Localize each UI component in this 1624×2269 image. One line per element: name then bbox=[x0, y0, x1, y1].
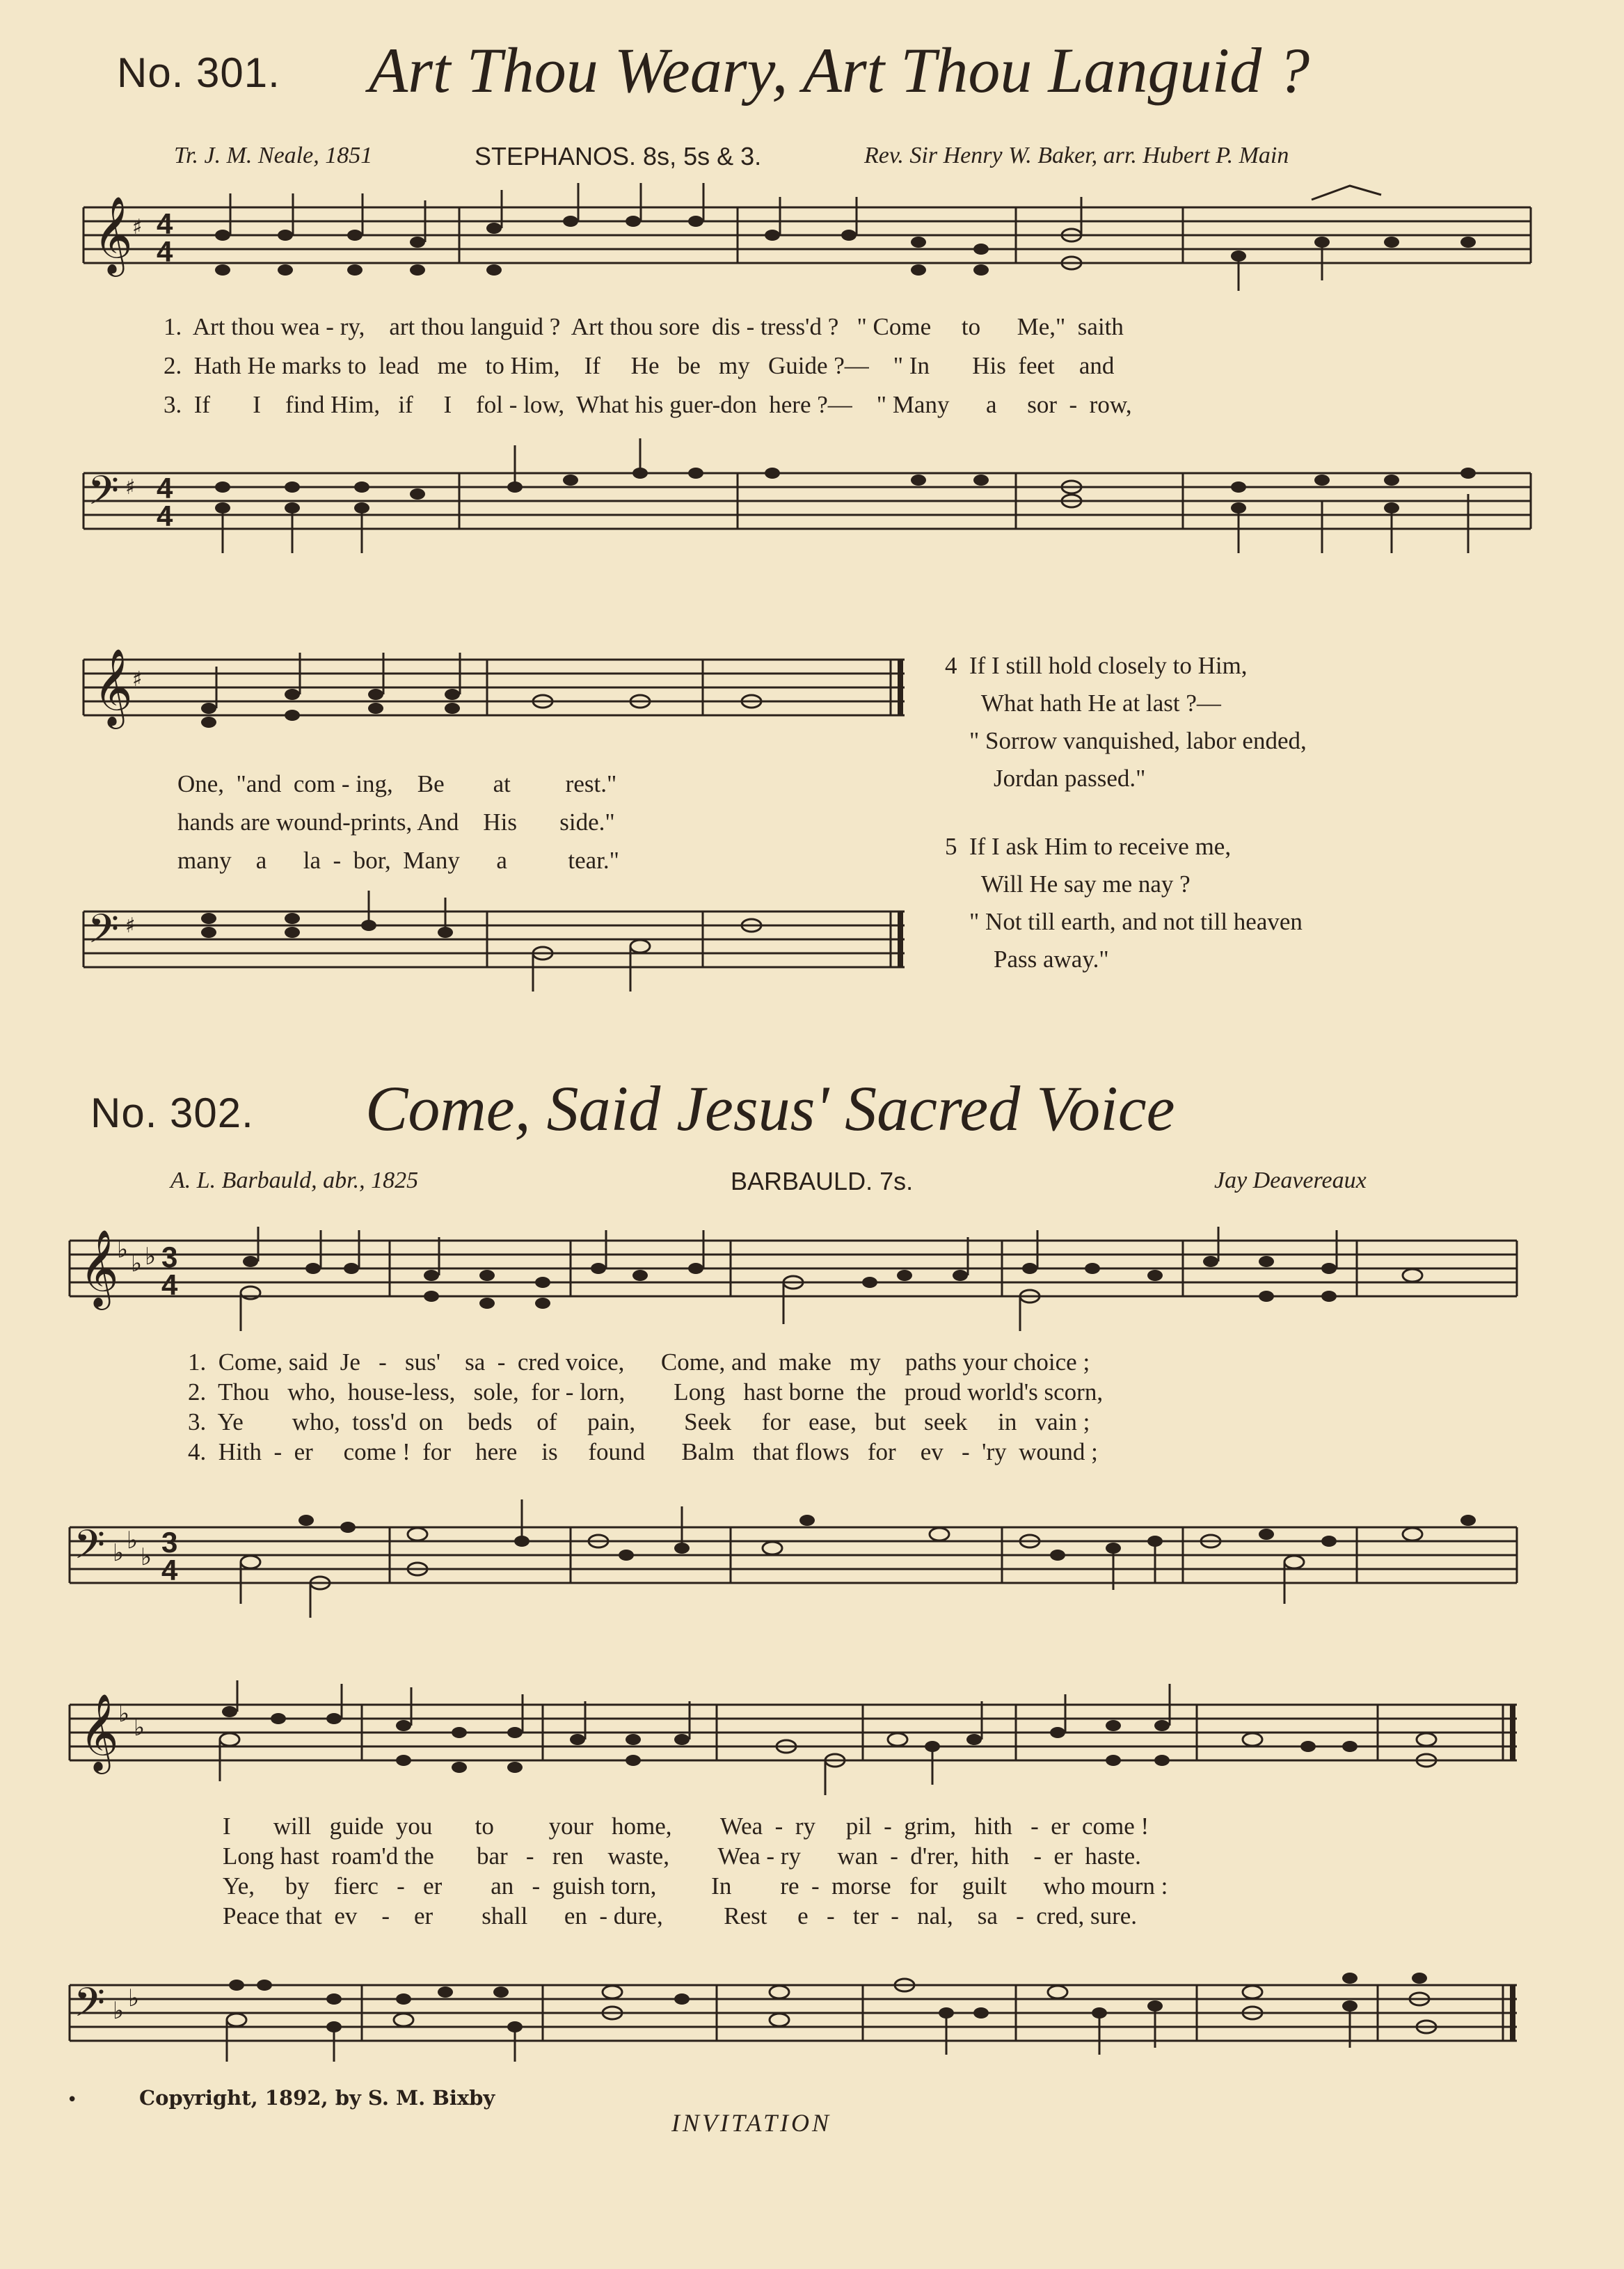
footnote-marker: • bbox=[67, 2089, 78, 2110]
hymn-302-music-credit: Jay Deavereaux bbox=[1214, 1168, 1367, 1193]
hymn-302-system-1-lyric-line: 4. Hith - er come ! for here is found Balm that flows for ev - 'ry wound ; bbox=[188, 1438, 1098, 1465]
hymn-301-number: No. 301. bbox=[117, 49, 280, 96]
hymn-302-system-2-lyric-line: I will guide you to your home, Wea - ry pil - grim, hith - er come ! bbox=[223, 1813, 1149, 1840]
svg-text:𝄢: 𝄢 bbox=[74, 1521, 106, 1578]
svg-text:♭: ♭ bbox=[127, 1527, 138, 1554]
hymn-301-system-1-lyric-line: 3. If I find Him, if I fol - low, What his guer-don here ?— " Many a sor - row, bbox=[164, 391, 1132, 418]
hymn-302-system-2-lyric-line: Ye, by fierc - er an - guish torn, In re - morse for guilt who mourn : bbox=[223, 1872, 1168, 1900]
hymn-302-system-2-lyric-line: Long hast roam'd the bar - ren waste, Wea - ry wan - d'rer, hith - er haste. bbox=[223, 1842, 1141, 1870]
hymn-301-system-1-slur bbox=[1308, 182, 1385, 203]
hymn-301-system-1-bass-staff bbox=[83, 466, 1531, 550]
hymn-302-title: Come, Said Jesus' Sacred Voice bbox=[365, 1073, 1175, 1144]
svg-text:♯: ♯ bbox=[125, 914, 136, 938]
svg-text:♭: ♭ bbox=[134, 1714, 145, 1742]
hymn-302-tune: BARBAULD. 7s. bbox=[731, 1167, 914, 1195]
hymn-301-system-1-lyric-line: 1. Art thou wea - ry, art thou languid ? Art thou sore dis - tress'd ? " Come to Me," saith bbox=[164, 313, 1124, 340]
hymn-302-system-1-lyric-line: 3. Ye who, toss'd on beds of pain, Seek for ease, but seek in vain ; bbox=[188, 1408, 1090, 1435]
svg-text:4: 4 bbox=[157, 207, 173, 240]
hymn-302-system-1-lyric-line: 2. Thou who, house-less, sole, for - lorn, Long hast borne the proud world's scorn, bbox=[188, 1378, 1104, 1406]
svg-text:♭: ♭ bbox=[131, 1250, 143, 1277]
svg-text:3: 3 bbox=[161, 1241, 178, 1273]
hymn-301-music-credit: Rev. Sir Henry W. Baker, arr. Hubert P. Main bbox=[864, 143, 1289, 168]
svg-text:♭: ♭ bbox=[113, 1539, 125, 1567]
svg-text:♭: ♭ bbox=[141, 1543, 152, 1571]
svg-text:𝄞: 𝄞 bbox=[79, 1693, 119, 1771]
hymn-302-words-credit: A. L. Barbauld, abr., 1825 bbox=[170, 1168, 419, 1193]
hymn-301-system-2-lyric-line: hands are wound-prints, And His side." bbox=[177, 809, 615, 836]
svg-text:♭: ♭ bbox=[117, 1236, 129, 1264]
svg-text:♯: ♯ bbox=[132, 667, 143, 692]
svg-text:4: 4 bbox=[157, 500, 173, 532]
svg-text:𝄞: 𝄞 bbox=[93, 648, 133, 726]
hymn-302-number: No. 302. bbox=[90, 1090, 254, 1136]
hymn-302-system-2-treble-staff bbox=[70, 1691, 1517, 1774]
hymn-302-system-2-lyric-line: Peace that ev - er shall en - dure, Rest e - ter - nal, sa - cred, sure. bbox=[223, 1902, 1138, 1929]
hymn-302-system-2-bass-staff bbox=[70, 1978, 1517, 2062]
svg-text:4: 4 bbox=[161, 1268, 178, 1301]
copyright-notice: Copyright, 1892, by S. M. Bixby bbox=[139, 2086, 495, 2110]
svg-text:♭: ♭ bbox=[128, 1984, 140, 2012]
svg-text:♯: ♯ bbox=[125, 475, 136, 500]
svg-text:♯: ♯ bbox=[132, 215, 143, 239]
hymn-301-system-2-lyric-line: One, "and com - ing, Be at rest." bbox=[177, 770, 617, 797]
svg-text:3: 3 bbox=[161, 1526, 178, 1559]
hymn-302-system-1-lyric-line: 1. Come, said Je - sus' sa - cred voice, Come, and make my paths your choice ; bbox=[188, 1348, 1090, 1376]
svg-text:♭: ♭ bbox=[113, 1997, 125, 2025]
hymn-302-system-1-treble-staff bbox=[70, 1227, 1517, 1310]
svg-text:𝄞: 𝄞 bbox=[79, 1229, 119, 1307]
svg-text:4: 4 bbox=[157, 235, 173, 268]
svg-text:𝄢: 𝄢 bbox=[74, 1979, 106, 2036]
topic-label: INVITATION bbox=[671, 2109, 832, 2137]
hymn-301-system-1-lyric-line: 2. Hath He marks to lead me to Him, If He be my Guide ?— " In His feet and bbox=[164, 352, 1115, 379]
svg-text:𝄞: 𝄞 bbox=[93, 196, 133, 273]
hymn-301-system-1-treble-staff bbox=[83, 193, 1531, 277]
hymn-301-system-2-lyric-line: many a la - bor, Many a tear." bbox=[177, 847, 619, 874]
hymn-301-system-2-bass-staff bbox=[83, 905, 905, 988]
hymn-301-stanza-5: 5 If I ask Him to receive me, Will He say me nay ? " Not till earth, and not till heaven Pass away." bbox=[945, 833, 1303, 973]
svg-text:♭: ♭ bbox=[118, 1700, 130, 1728]
hymn-301-words-credit: Tr. J. M. Neale, 1851 bbox=[174, 143, 373, 168]
hymn-301-stanza-4: 4 If I still hold closely to Him, What hath He at last ?— " Sorrow vanquished, labor ended, Jordan passed." bbox=[945, 652, 1307, 792]
hymn-301-title: Art Thou Weary, Art Thou Languid ? bbox=[369, 35, 1310, 106]
svg-text:♭: ♭ bbox=[145, 1243, 157, 1271]
hymn-301-tune: STEPHANOS. 8s, 5s & 3. bbox=[475, 142, 762, 170]
svg-text:𝄢: 𝄢 bbox=[88, 467, 120, 524]
svg-text:𝄢: 𝄢 bbox=[88, 905, 120, 962]
hymn-301-system-2-treble-staff bbox=[83, 646, 905, 729]
svg-text:4: 4 bbox=[161, 1554, 178, 1586]
svg-text:4: 4 bbox=[157, 472, 173, 504]
hymn-302-system-1-bass-staff bbox=[70, 1520, 1517, 1604]
